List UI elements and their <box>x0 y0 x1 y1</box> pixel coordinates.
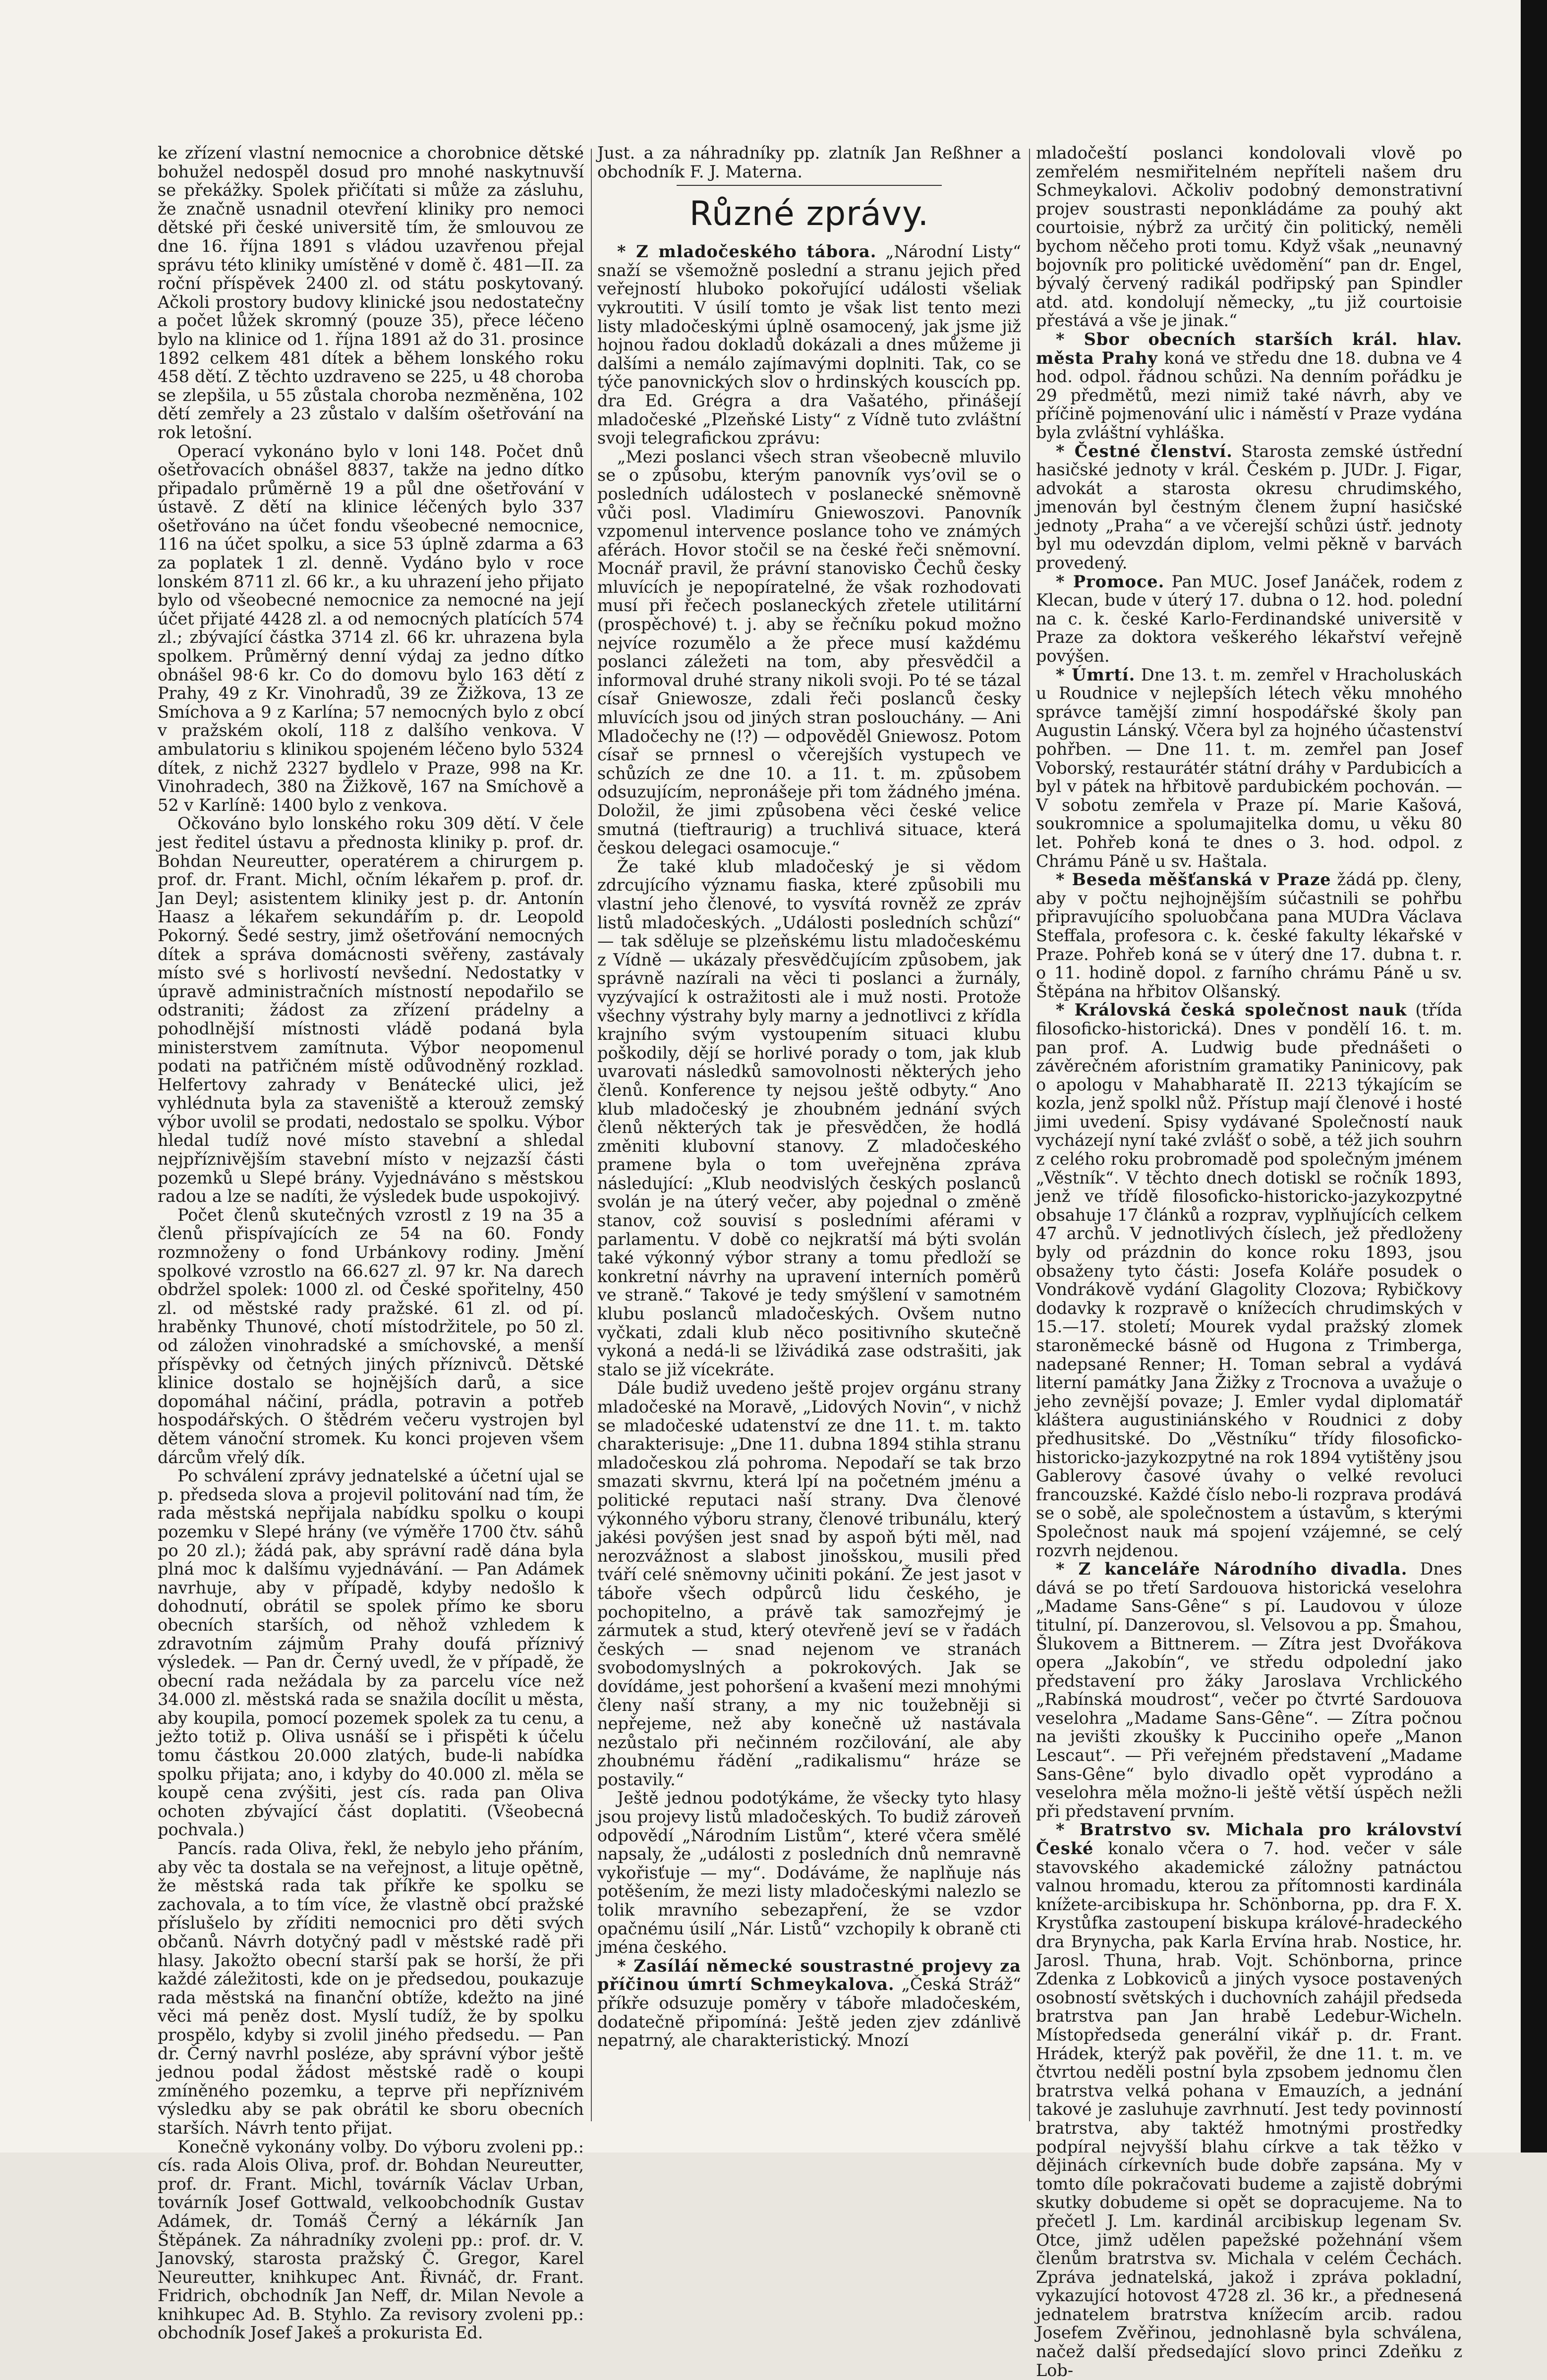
news-item-lead: * Z mladočeského tábora. <box>617 242 877 262</box>
news-item-lead: * Zasíláí německé soustrastné projevy za příčinou úmrtí Schmeykalova. <box>597 1956 1021 1994</box>
news-item <box>1036 144 1462 330</box>
paragraph: Pancís. rada Oliva, řekl, že nebylo jeho přáním, aby věc ta dostala se na veřejnost, a lituje opětně, že městská rada tak příkře ke spolku se zachovala, a to tím více, že vlastně obcí pražské příslušelo by zříditi nemocnici pro děti svých občanů. Návrh dotyčný padl v městské radě při hlasy. Jakožto obecní starší pak se horší, že při každé záležitosti, kde on je předsedou, poukazuje rada městská na finanční obtíže, kdežto na jiné věci má peněz dost. Myslí tudíž, že by spolku prospělo, kdyby si zvolil jiného předsedu. — Pan dr. Černý navrhl posléze, aby správní výbor ještě jednou podal žádost městské radě o koupi zmíněného pozemku, a teprve při nepříznivém výsledku aby se pak obrátil ke sboru obecních starších. Návrh tento přijat. <box>158 1839 584 2138</box>
news-item-text: Ještě jednou podotýkáme, že všecky tyto hlasy jsou projevy listů mladočeských. To budiž zároveň odpovědí „Národním Listům“, které včera smělé napsaly, že „události z posledních dnů nemravně vykořisťuje — my“. Dodáváme, že naplňuje nás potěšením, že mezi listy mladočeskými nalezlo se tolik mravního sebezapření, že se vzdor opačnému úsilí „Nár. Listů“ vzchopily k obraně cti jména českého. <box>597 1788 1021 1957</box>
news-item <box>597 1789 1021 1956</box>
news-item-text: Dne 13. t. m. zemřel v Hracholuskách u Roudnice v nejlepších létech věku mnohého správce tamější zimní hospodářské školy pan Augustin Lánský. Včera byl za hojného účastenství pohřben. — Dne 11. t. m. zemřel pan Josef Voborský, restaurátér státní dráhy v Pardubicích a byl v pátek na hřbitově pardubickém pochován. — V sobotu zemřela v Praze pí. Marie Kašová, soukromnice a spolumajitelka domu, u věku 80 let. Pohřeb koná te dnes o 3. hod. odpol. z Chrámu Páně u sv. Haštala. <box>1036 665 1462 871</box>
intro-text: Just. a za náhradníky pp. zlatník Jan Reßhner a obchodník F. J. Materna. <box>597 143 1021 181</box>
news-item-lead: * Beseda měšťanská v Praze <box>1056 870 1331 890</box>
paragraph: Očkováno bylo lonského roku 309 dětí. V čele jest ředitel ústavu a přednosta kliniky p. prof. dr. Bohdan Neureutter, operatérem a chirurgem p. prof. dr. Frant. Michl, očním lékařem p. prof. dr. Jan Deyl; asistentem kliniky jest p. dr. Antonín Haasz a lékařem sekundářím p. dr. Leopold Pokorný. Šedé sestry, jimž ošetřování nemocných dítek a správa domácnosti svěřeny, zastávaly místo své s horlivostí nevšední. Nedostatky v úpravě administračních místností nepodařilo se odstraniti; žádost za zřízení prádelny a pohodlnější místnosti vládě podaná byla ministerstvem zamítnuta. Výbor neopomenul podati na patřičném místě odůvodněný rozklad. Helfertovy zahrady v Benátecké ulici, jež vyhlédnuta byla za staveniště a kterouž zemský výbor uvolil se prodati, nedostalo se spolku. Výbor hledal tudíž nové místo stavební a shledal nejpříznivějším stavební místo v nejzazší části pozemků u Slepé brány. Vyjednáváno s městskou radou a lze se nadíti, že výsledek bude uspokojivý. <box>158 814 584 1206</box>
news-item <box>1036 572 1462 666</box>
news-item <box>597 242 1021 448</box>
news-item <box>1036 666 1462 871</box>
news-item <box>1036 1820 1462 2380</box>
column-right <box>1036 143 1463 2380</box>
news-item <box>1036 442 1462 572</box>
news-item-lead: * Sbor obecních starších král. hlav. města Prahy <box>1036 329 1462 368</box>
paragraph: Konečně vykonány volby. Do výboru zvoleni pp.: cís. rada Alois Oliva, prof. dr. Bohdan Neureutter, prof. dr. Frant. Michl, továrník Václav Urban, továrník Josef Gottwald, velkoobchodník Gustav Adámek, dr. Tomáš Černý a lékárník Jan Štěpánek. Za náhradníky zvoleni pp.: prof. dr. V. Janovský, starosta pražský Č. Gregor, Karel Neureutter, knihkupec Ant. Řivnáč, dr. Frant. Fridrich, obchodník Jan Neff, dr. Milan Nevole a knihkupec Ad. B. Styhlo. Za revisory zvoleni pp.: obchodník Josef Jakeš a prokurista Ed. <box>158 2137 584 2343</box>
section-divider <box>677 185 942 186</box>
news-item-text: Že také klub mladočeský je si vědom zdrcujícího významu fiaska, které způsobili mu vlastní jeho členové, to vysvítá rovněž ze zpráv listů mladočeských. „Události posledních schůzí“ — tak sděluje se plzeňskému listu mladočeskému z Vídně — ukázaly přesvědčujícím způsobem, jak správně nazírali na věci ti poslanci a žurnály, vyzývající k ostražitosti ale i muž nosti. Protože všechny výstrahy byly marny a jednotlivci z křídla krajního svým vystoupením situaci klubu poškodily, dějí se horlivé porady o tom, jak klub uvarovati následků samovolnosti některých jeho členů. Konference ty nejsou ještě odbyty.“ Ano klub mladočeský je zhoubném jednání svých členů některých tak je přesvědčen, že hodlá změniti klubovní stanovy. Z mladočeského pramene byla o tom uveřejněna zpráva následující: „Klub neodvislých českých poslanců svolán je na úterý večer, aby pojednal o změně stanov, což souvisí s posledními aférami v parlamentu. V době co nejkratší má býti svolán také výkonný výbor strany a tomu předloží se konkretní návrhy na upravení interních poměrů ve straně.“ Takové je tedy smýšlení v samotném klubu poslanců mladočeských. Ovšem nutno vyčkati, zdali klub něco positivního skutečně vykoná a nedá-li se lživádiká zase odstrašiti, jak stalo se již vícekráte. <box>597 856 1021 1379</box>
column-rule <box>591 149 592 2121</box>
column-left <box>158 143 584 2343</box>
news-item <box>1036 1560 1462 1820</box>
news-item-lead: * Z kanceláře Národního divadla. <box>1056 1559 1408 1579</box>
news-item <box>597 1957 1021 2050</box>
news-item <box>1036 870 1462 1001</box>
paragraph: Počet členů skutečných vzrostl z 19 na 35 a členů přispívajících ze 54 na 60. Fondy rozmnoženy o fond Urbánkovy rodiny. Jmění spolkové vzrostlo na 66.627 zl. 97 kr. Na darech obdržel spolek: 1000 zl. od České spořitelny, 450 zl. od městské rady pražské. 61 zl. od pí. hraběnky Thunové, chotí místodržitele, po 50 zl. od záložen vinohradské a smíchovské, a menší příspěvky od četných jiných příznivců. Dětské klinice dostalo se hojnějších darů, a sice dopomáhal náčiní, prádla, potravin a potřeb hospodářských. O štědrém večeru vystrojen byl dětem vánoční stromek. Ku konci projeven všem dárcům vřelý dík. <box>158 1205 584 1467</box>
news-item-text: Starosta zemské ústřední hasičské jednoty v král. Českém p. JUDr. J. Figar, advokát a starosta okresu chrudimského, jmenován byl čestným členem župní hasičské jednoty „Praha“ a ve včerejší schůzi ústř. jednoty byl mu odevzdán diplom, velmi pěkně v barvách provedený. <box>1036 441 1462 573</box>
news-item-text: „Mezi poslanci všech stran všeobecně mluvilo se o způsobu, kterým panovník vys’ovil se o posledních událostech v poslanecké sněmovně vůči posl. Vladimíru Gniewoszovi. Panovník vzpomenul intervence poslance toho ve známých aférách. Hovor stočil se na české řeči sněmovní. Mocnář pravil, že právní stanovisko Čechů česky mluvících je nepopíratelné, že však rozhodovati musí při řečech poslaneckých zřetele utilitární (prospěchové) t. j. aby se řečníku pokud možno nejvíce rozumělo a že přece musí každému poslanci záležeti na tom, aby přesvědčil a informoval druhé strany nikoli svoji. Po té se tázal císař Gniewosze, zdali řeči poslanců česky mluvících jsou od jiných stran poslouchány. — Ani Mladočechy ne (!?) — odpověděl Gniewosz. Potom císař se prnnesl o včerejších vystupech ve schůzích ze dne 10. a 11. t. m. způsobem odsuzujícím, nepronášeje při tom žádného jména. Doložil, že jimi způsobena věci české velice smutná (tieftraurig) a truchlivá situace, která českou delegaci osamocuje.“ <box>597 447 1021 858</box>
news-item-lead: * Čestné členství. <box>1056 441 1233 461</box>
news-item-lead: * Bratrstvo sv. Michala pro království České <box>1036 1820 1462 1859</box>
column-middle <box>597 144 1021 2116</box>
scan-edge <box>1521 0 1547 2153</box>
news-item <box>1036 330 1462 442</box>
news-item-text: konalo včera o 7. hod. večer v sále stavovského akademické záložny patnáctou valnou hromadu, kterou za přítomnosti kardinála knížete-arcibiskupa hr. Schönborna, pp. dra F. X. Krystůfka zastoupení biskupa králové-hradeckého dra Brynycha, pak Karla Ervína hrab. Nostice, hr. Jarosl. Thuna, hrab. Vojt. Schönborna, prince Zdenka z Lobkoviců a jiných vysoce postavených osobností světských i duchovních zahájil předseda bratrstva pan Jan hrabě Ledebur-Wicheln. Místopředseda generální vikář p. dr. Frant. Hrádek, kterýž pak pověřil, že dne 11. t. m. ve čtvrtou neděli postní byla zpsobem jednomu člen bratrstva velká pohana v Emauzích, a jednání takové je zasluhuje zavrhnutí. Jest tedy povinností bratrstva, aby taktéž hmotnými prostředky podpíral nejvyšší blahu církve a tak těžko v dějinách církevních bude dobře zapsána. My v tomto díle pokračovati budeme a zajistě dobrými skutky dobudeme si opět se dopracujeme. Na to přečetl J. Lm. kardinál arcibiskup legenam Sv. Otce, jimž udělen papežské požehnání všem členům bratrstva sv. Michala v celém Čechách. Zpráva jednatelská, jakož i zpráva pokladní, vykazující hotovost 4728 zl. 36 kr., a přednesená jednatelem bratrstva knížecím arcib. radou Josefem Zvěřinou, jednohlasně byla schválena, načež další předsedající slovo princi Zdeňku z Lob- <box>1036 1839 1463 2380</box>
news-item-text: (třída filosoficko-historická). Dnes v pondělí 16. t. m. pan prof. A. Ludwig bude přednášeti o závěrečném aforistním gramatiky Paninicovy, pak o apologu v Mahabharatě II. 2213 týkajícím se kozla, jenž spolkl nůž. Přístup mají členové i hosté jimi uvedení. Spisy vydávané Společností nauk vycházejí nyní také zvlášť o sobě, a též jich souhrn z celého roku probromadě pod společným jménem „Věstník“. V těchto dnech dotiskl se ročník 1893, jenž ve třídě filosoficko-historicko-jazykozpytné obsahuje 17 článků a rozprav, vyplňujících celkem 47 archů. V jednotlivých číslech, jež předloženy byly od prázdnin do konce roku 1893, jsou obsaženy tyto části: Josefa Koláře posudek o Vondrákově vydání Glagolity Clozova; Rybičkovy dodavky k rozpravě o knížecích chrudimských v 15.—17. století; Mourek vydal pražský zlomek staroněmecké básně od Hugona z Trimberga, nadepsané Renner; H. Toman sebral a vydává literní památky Jana Žižky z Trocnova a uvažuje o jeho zevnější povaze; J. Emler vydal diplomatář kláštera augustiniánského v Roudnici z doby předhusitské. Do „Věstníku“ třídy filosoficko-historicko-jazykozpytné na rok 1894 vytištěny jsou Gablerovy časové úvahy o velké revoluci francouzské. Každé číslo nebo-li rozprava prodává se o sobě, ale společnostem a ústavům, s kterými Společnost nauk má spojení vzájemné, se celý rozvrh nejdenou. <box>1036 1000 1462 1560</box>
news-item-lead: * Promoce. <box>1056 571 1165 591</box>
news-item-lead: * Úmrtí. <box>1056 665 1136 684</box>
news-item-text: koná ve středu dne 18. dubna ve 4 hod. odpol. řádnou schůzi. Na denním pořádku je 29 předmětů, mezi nimiž také návrh, aby ve příčině pojmenování ulic i náměstí v Praze vydána byla zvláštní vyhláška. <box>1036 348 1462 442</box>
column-rule <box>1029 149 1030 2121</box>
news-item <box>597 1379 1021 1789</box>
section-heading: Různé zprávy. <box>689 194 929 234</box>
news-item-text: Pan MUC. Josef Janáček, rodem z Klecan, bude v úterý 17. dubna o 12. hod. polední na c. k. české Karlo-Ferdinandské universitě v Praze za doktora veškerého lékařství veřejně povýšen. <box>1036 571 1463 666</box>
news-item-text: mladočeští poslanci kondolovali vlově po zemřelém nesmiřitelném nepříteli našem dru Schmeykalovi. Ačkoliv podobný demonstrativní projev soustrasti neponkládáme za pouhý akt courtoisie, nýbrž za určitý čin politický, neměli bychom něčeho proti tomu. Když však „neunavný bojovník pro politické uvědomění“ pan dr. Engel, bývalý červený radikál podřipský pan Spindler atd. atd. kondolují německy, „tu již courtoisie přestává a vše je jinak.“ <box>1036 143 1462 331</box>
paragraph: ke zřízení vlastní nemocnice a chorobnice dětské bohužel nedospěl dosud pro mnohé naskytnuvší se překážky. Spolek přičítati si může za zásluhu, že značně usnadnil otevření kliniky pro nemoci dětské při české universitě tím, že smlouvou ze dne 16. října 1891 s vládou uzavřenou přejal správu této kliniky umístěné v domě č. 481—II. za roční příspěvek 2400 zl. od státu poskytovaný. Ačkoli prostory budovy klinické jsou nedostatečny a počet lůžek skromný (pouze 35), přece léčeno bylo na klinice od 1. října 1891 až do 31. prosince 1892 celkem 481 dítek a během lonského roku 458 dětí. Z těchto uzdraveno se 225, u 48 choroba se zlepšila, u 55 zůstala choroba nezměněna, 102 dětí zemřely a 23 zůstalo v dalším ošetřování na rok letošní. <box>158 143 584 442</box>
news-item-text: „Národní Listy“ snaží se všemožně poslední a stranu jejich před veřejností hluboko pokořující události všeliak vykroutiti. V úsilí tomto je však list tento mezi listy mladočeskými úplně osamocený, jak jsme již hojnou řadou dokladů dokázali a dnes můžeme ji dalšími a nemálo zajímavými doplniti. Tak, co se týče panovnických slov o hrdinských kouscích pp. dra Ed. Grégra a dra Vašatého, přinášejí mladočeské „Plzeňské Listy“ z Vídně tuto zvláštní svoji telegrafickou zprávu: <box>597 242 1021 448</box>
news-item <box>1036 1001 1462 1560</box>
paragraph: Po schválení zprávy jednatelské a účetní ujal se p. předseda slova a projevil politování nad tím, že rada městská nepřijala nabídku spolku o koupi pozemku v Slepé hrány (ve výměře 1700 čtv. sáhů po 20 zl.); žádá pak, aby správní radě dána byla plná moc k dalšímu vyjednávání. — Pan Adámek navrhuje, aby v případě, kdyby nedošlo k dohodnutí, obrátil se spolek přímo ke sboru obecních starších, od něhož vzhledem k zdravotním zájmům Prahy doufá příznivý výsledek. — Pan dr. Černý uvedl, že v případě, že obecní rada nežádala by za parcelu více než 34.000 zl. městská rada se snažila docílit u města, aby koupila, pomocí pozemek spolek za tu cenu, a ježto totiž p. Oliva usnáší se i přispěti k účelu tomu částkou 20.000 zlatých, bude-li nabídka spolku přijata; ano, i kdyby do 40.000 zl. měla se koupě cena zvýšiti, jest cís. rada pan Oliva ochoten zbývající část doplatiti. (Všeobecná pochvala.) <box>158 1466 584 1840</box>
news-item <box>597 857 1021 1379</box>
news-item <box>597 448 1021 857</box>
news-item-text: Dále budiž uvedeno ještě projev orgánu strany mladočeské na Moravě, „Lidových Novin“, v nichž se mladočeské udatenství ze dne 11. t. m. takto charakterisuje: „Dne 11. dubna 1894 stihla stranu mladočeskou zlá pohroma. Nepodaří se tak brzo smazati skvrnu, která lpí na početném jménu a politické reputaci naší strany. Dva členové výkonného výboru strany, členové tribunálu, který jakési povýšen jest snad by aspoň býti měl, nad nerozvážnost a slabost jinošskou, musili před tváří celé sněmovny učiniti pokání. Že jest jasot v táboře všech odpůrců lidu českého, je pochopitelno, a právě tak samozřejmý je zármutek a stud, který otevřeně jeví se v řadách českých — snad nejenom ve stranách svobodomyslných a pokrokových. Jak se dovídáme, jest pohoršení a kvašení mezi mnohými členy naší strany, a my nic toužebněji si nepřejeme, než aby konečně už nastávala nezůstalo při nečinném rozčilování, ale aby zhoubnému řádění „radikalismu“ hráze se postavily.“ <box>597 1378 1021 1789</box>
news-item-text: žádá pp. členy, aby v počtu nejhojnějším súčastnili se pohřbu připravujícího spoluobčana pana MUDra Václava Steffala, profesora c. k. české fakulty lékařské v Praze. Pohřeb koná se v úterý dne 17. dubna t. r. o 11. hodině dopol. z farního chrámu Páně u sv. Štěpána na hřbitov Olšanský. <box>1036 870 1462 1001</box>
news-item-lead: * Královská česká společnost nauk <box>1056 1000 1407 1020</box>
paragraph: Operací vykonáno bylo v loni 148. Počet dnů ošetřovacích obnášel 8837, takže na jedno dítko připadalo průměrně 19 a půl dne ošetřování v ústavě. Z dětí na klinice léčených bylo 337 ošetřováno na účet fondu všeobecné nemocnice, 116 na účet spolku, a sice 53 úplně zdarma a 63 za poplatek 1 zl. denně. Vydáno bylo v roce lonském 8711 zl. 66 kr., a ku uhrazení jeho přijato bylo od všeobecné nemocnice za nemocné na její účet přijaté 4428 zl. a od nemocných platících 574 zl.; zbývající částka 3714 zl. 66 kr. uhrazena byla spolkem. Průměrný denní výdaj za jedno dítko obnášel 98·6 kr. Co do domovu bylo 163 dětí z Prahy, 49 z Kr. Vinohradů, 39 ze Žižkova, 13 ze Smíchova a 9 z Karlína; 57 nemocných bylo z obcí v pražském okolí, 118 z dalšího venkova. V ambulatoriu s klinikou spojeném léčeno bylo 5324 dítek, z nichž 2327 bydlelo v Praze, 998 na Kr. Vinohradech, 380 na Žižkově, 167 na Smíchově a 52 v Karlíně: 1400 bylo z venkova. <box>158 441 584 815</box>
news-item-text: Dnes dává se po třetí Sardouova historická veselohra „Madame Sans-Gêne“ s pí. Laudovou v úloze titulní, pí. Danzerovou, sl. Velsovou a pp. Šmahou, Šlukovem a Bittnerem. — Zítra jest Dvořákova opera „Jakobín“, ve středu odpolední jako představení pro žáky Jaroslava Vrchlického „Rabínská moudrost“, večer po čtvrté Sardouova veselohra „Madame Sans-Gêne“. — Zítra počnou na jevišti zkoušky k Pucciniho opeře „Manon Lescaut“. — Při veřejném představení „Madame Sans-Gêne“ bylo divadlo opět vyprodáno a veselohra měla možno-li ještě větší úspěch nežli při představení prvním. <box>1036 1559 1462 1821</box>
news-item-text: „Česká Stráž“ příkře odsuzuje poměry v táboře mladočeském, dodatečně připomíná: Ještě jeden zjev zdánlivě nepatrný, ale charakteristický. Mnozí <box>597 1975 1021 2050</box>
